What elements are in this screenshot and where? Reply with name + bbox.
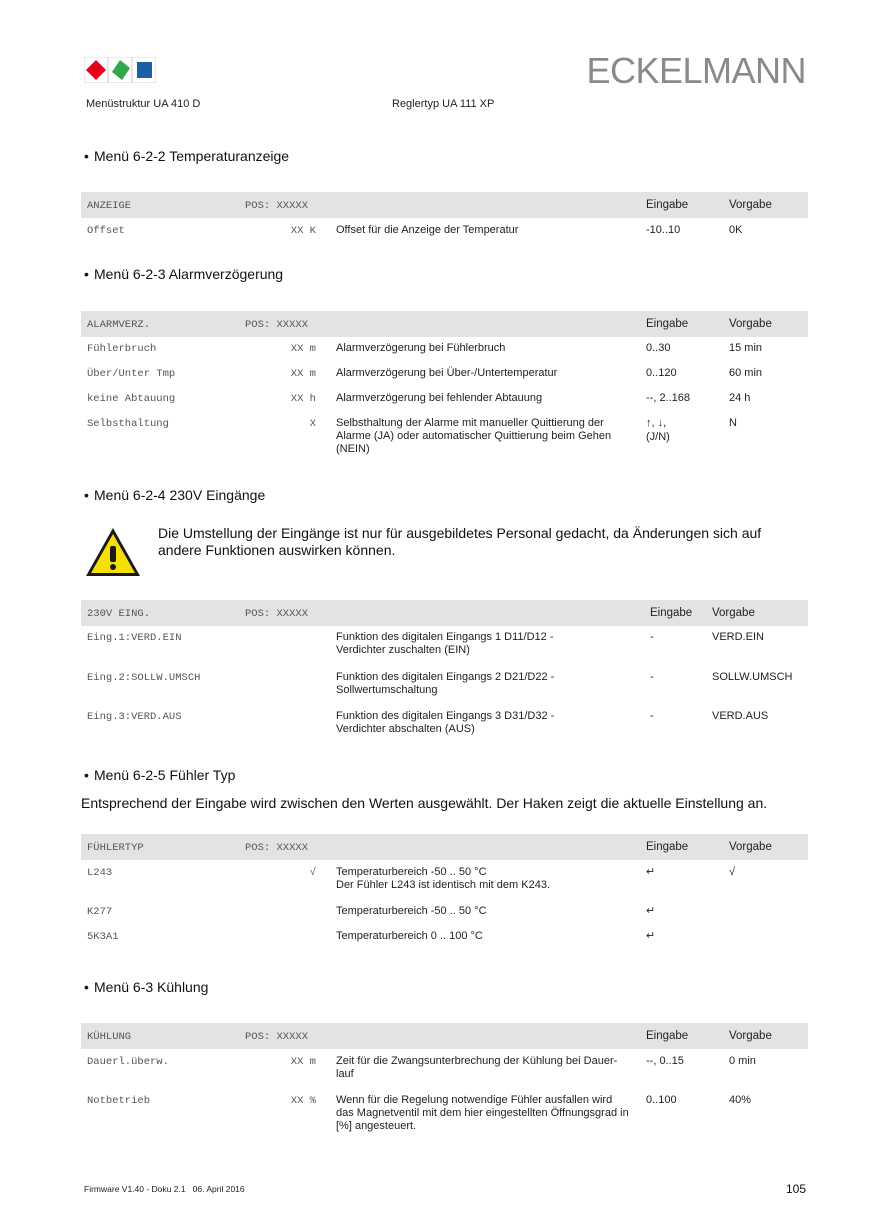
row-name: keine Abtauung — [87, 393, 176, 405]
section-title-text: Menü 6-2-2 Temperaturanzeige — [94, 148, 290, 164]
header-name: ALARMVERZ. — [87, 319, 151, 331]
header-eingabe: Eingabe — [646, 199, 689, 211]
table-header — [81, 600, 808, 626]
header-pos: POS: XXXXX — [245, 200, 309, 212]
section-title-6-2-2: • Menü 6-2-2 Temperaturanzeige — [84, 148, 290, 164]
table-row — [81, 218, 808, 244]
row-name: L243 — [87, 867, 113, 879]
row-eingabe: 0..120 — [646, 367, 677, 379]
table-alarmverzoegerung — [81, 311, 808, 462]
row-name: Über/Unter Tmp — [87, 368, 176, 380]
row-eingabe: -10..10 — [646, 224, 681, 236]
table-row — [81, 900, 808, 925]
eckelmann-logo — [84, 57, 156, 83]
row-name: Offset — [87, 225, 125, 237]
row-description: Temperaturbereich -50 .. 50 °C — [336, 905, 487, 917]
row-description: Temperaturbereich -50 .. 50 °C — [336, 866, 487, 878]
header-pos: POS: XXXXX — [245, 1031, 309, 1043]
section-title-6-3: • Menü 6-3 Kühlung — [84, 979, 209, 995]
row-description: Funktion des digitalen Eingangs 1 D11/D12 - Verdichter zuschalten (EIN) — [336, 631, 554, 656]
header-eingabe: Eingabe — [646, 1030, 689, 1042]
row-eingabe-line2: (J/N) — [646, 431, 670, 443]
row-unit: XX m — [290, 368, 316, 380]
row-unit: XX K — [290, 225, 316, 237]
row-unit: XX h — [290, 393, 316, 405]
section-title-text: Menü 6-2-3 Alarmverzögerung — [94, 266, 284, 282]
table-row — [81, 362, 808, 387]
table-temperaturanzeige — [81, 192, 808, 244]
section-title-text: Menü 6-2-4 230V Eingänge — [94, 487, 266, 503]
row-vorgabe: SOLLW.UMSCH — [712, 671, 793, 683]
header-vorgabe: Vorgabe — [729, 1030, 772, 1042]
row-vorgabe: N — [729, 417, 737, 429]
table-header — [81, 311, 808, 337]
row-description: Temperaturbereich 0 .. 100 °C — [336, 930, 483, 942]
header-vorgabe: Vorgabe — [729, 318, 772, 330]
header-name: ANZEIGE — [87, 200, 132, 212]
row-eingabe: --, 0..15 — [646, 1055, 684, 1067]
row-unit: XX m — [290, 1056, 316, 1068]
row-description-line2: Der Fühler L243 ist identisch mit dem K243. — [336, 879, 550, 891]
row-vorgabe: VERD.EIN — [712, 631, 764, 643]
table-kuehlung — [81, 1023, 808, 1141]
row-name: Eing.1:VERD.EIN — [87, 632, 182, 644]
row-name: Notbetrieb — [87, 1095, 151, 1107]
table-row — [81, 666, 808, 705]
row-check: √ — [309, 867, 316, 879]
row-eingabe: ↑, ↓, — [646, 417, 667, 429]
page-number: 105 — [785, 1182, 806, 1196]
row-unit: XX m — [290, 343, 316, 355]
row-eingabe: 0..30 — [646, 342, 671, 354]
row-name: Eing.3:VERD.AUS — [87, 711, 182, 723]
row-description: Alarmverzögerung bei Fühlerbruch — [336, 342, 506, 354]
section-title-text: Menü 6-3 Kühlung — [94, 979, 209, 995]
row-vorgabe: 0K — [729, 224, 743, 236]
row-eingabe: ↵ — [646, 905, 656, 917]
row-name: Fühlerbruch — [87, 343, 157, 355]
header-vorgabe: Vorgabe — [729, 199, 772, 211]
table-230v-eingaenge — [81, 600, 808, 745]
table-row — [81, 860, 808, 900]
header-eingabe: Eingabe — [650, 607, 693, 619]
section-title-text: Menü 6-2-5 Fühler Typ — [94, 767, 236, 783]
warning-icon — [84, 526, 142, 578]
row-description: Funktion des digitalen Eingangs 2 D21/D22 - Sollwertumschaltung — [336, 671, 555, 696]
row-description: Selbsthaltung der Alarme mit manueller Quittierung der Alarme (JA) oder automatischer Quittierung beim Gehen (NEIN) — [336, 417, 612, 455]
row-name: Eing.2:SOLLW.UMSCH — [87, 672, 201, 684]
table-row — [81, 337, 808, 362]
header-name: KÜHLUNG — [87, 1031, 132, 1043]
row-description: Wenn für die Regelung notwendige Fühler ausfallen wird das Magnetventil mit dem hier eingestellten Öffnungsgrad in [%] angesteuert. — [336, 1094, 629, 1132]
row-name: 5K3A1 — [87, 931, 119, 943]
row-description: Funktion des digitalen Eingangs 3 D31/D32 - Verdichter abschalten (AUS) — [336, 710, 555, 735]
table-header — [81, 1023, 808, 1049]
row-description: Alarmverzögerung bei Über-/Untertemperatur — [336, 367, 558, 379]
row-vorgabe: 15 min — [729, 342, 763, 354]
row-description: Offset für die Anzeige der Temperatur — [336, 224, 519, 236]
row-unit: X — [309, 418, 316, 430]
section-title-6-2-5: • Menü 6-2-5 Fühler Typ — [84, 767, 236, 783]
table-row — [81, 705, 808, 745]
row-vorgabe: 24 h — [729, 392, 751, 404]
section-title-6-2-3: • Menü 6-2-3 Alarmverzögerung — [84, 266, 284, 282]
row-eingabe: 0..100 — [646, 1094, 677, 1106]
row-vorgabe: √ — [729, 866, 736, 878]
header-eingabe: Eingabe — [646, 841, 689, 853]
row-vorgabe: 0 min — [729, 1055, 756, 1067]
header-pos: POS: XXXXX — [245, 842, 309, 854]
row-unit: XX % — [290, 1095, 316, 1107]
section-paragraph: Entsprechend der Eingabe wird zwischen den Werten ausgewählt. Der Haken zeigt die aktuelle Einstellung an. — [81, 795, 768, 811]
row-name: Dauerl.überw. — [87, 1056, 169, 1068]
row-eingabe: - — [650, 710, 654, 722]
table-row — [81, 626, 808, 666]
header-name: 230V EING. — [87, 608, 151, 620]
header-center-caption: Reglertyp UA 111 XP — [392, 98, 495, 110]
table-row — [81, 387, 808, 412]
table-row — [81, 1049, 808, 1089]
row-vorgabe: VERD.AUS — [712, 710, 769, 722]
table-header — [81, 192, 808, 218]
header-pos: POS: XXXXX — [245, 319, 309, 331]
header-name: FÜHLERTYP — [87, 842, 144, 854]
row-vorgabe: 60 min — [729, 367, 763, 379]
header-vorgabe: Vorgabe — [729, 841, 772, 853]
table-fuehlertyp — [81, 834, 808, 950]
row-eingabe: ↵ — [646, 930, 656, 942]
header-left-caption: Menüstruktur UA 410 D — [86, 98, 201, 110]
footer-text: Firmware V1.40 - Doku 2.1 06. April 2016 — [84, 1184, 245, 1194]
header-pos: POS: XXXXX — [245, 608, 309, 620]
brand-name: ECKELMANN — [586, 50, 806, 91]
table-row — [81, 412, 808, 462]
table-row — [81, 1089, 808, 1141]
table-header — [81, 834, 808, 860]
row-eingabe: --, 2..168 — [646, 392, 691, 404]
row-eingabe: ↵ — [646, 866, 656, 878]
row-vorgabe: 40% — [729, 1094, 752, 1106]
row-name: K277 — [87, 906, 113, 918]
row-description: Zeit für die Zwangsunterbrechung der Kühlung bei Dauer-lauf — [336, 1055, 618, 1080]
warning-text: Die Umstellung der Eingänge ist nur für ausgebildetes Personal gedacht, da Änderungen sich auf andere Funktionen auswirken können. — [158, 525, 762, 558]
header-vorgabe: Vorgabe — [712, 607, 755, 619]
table-row — [81, 925, 808, 950]
row-eingabe: - — [650, 671, 654, 683]
header-eingabe: Eingabe — [646, 318, 689, 330]
row-eingabe: - — [650, 631, 654, 643]
row-description: Alarmverzögerung bei fehlender Abtauung — [336, 392, 543, 404]
row-name: Selbsthaltung — [87, 418, 169, 430]
section-title-6-2-4: • Menü 6-2-4 230V Eingänge — [84, 487, 266, 503]
